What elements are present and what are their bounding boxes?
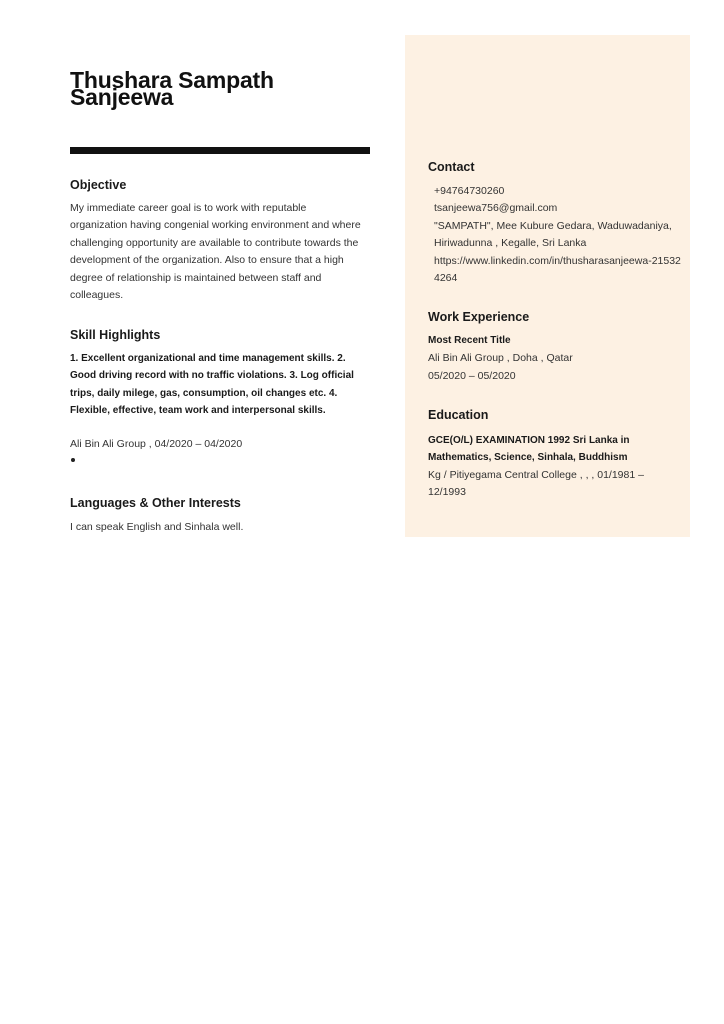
education-school: Kg / Pitiyegama Central College , , , 01/1981 – 12/1993 bbox=[428, 469, 644, 499]
work-company: Ali Bin Ali Group , Doha , Qatar bbox=[428, 352, 573, 364]
education-degree: GCE(O/L) EXAMINATION 1992 Sri Lanka in Mathematics, Science, Sinhala, Buddhism bbox=[428, 435, 630, 464]
work-dates: 05/2020 – 05/2020 bbox=[428, 370, 516, 382]
education-heading: Education bbox=[428, 408, 489, 422]
languages-text: I can speak English and Sinhala well. bbox=[70, 521, 244, 533]
languages-heading: Languages & Other Interests bbox=[70, 496, 241, 510]
skills-company-line: Ali Bin Ali Group , 04/2020 – 04/2020 bbox=[70, 438, 243, 450]
contact-phone: +94764730260 bbox=[434, 185, 505, 197]
bullet-point bbox=[71, 458, 75, 462]
work-heading: Work Experience bbox=[428, 310, 530, 324]
skills-text: 1. Excellent organizational and time management skills. 2. Good driving record with no traffic violations. 3. Log official trips, daily milege, gas, consumption, oil changes etc. 4. Flexible, effective, team work and interpersonal skills. bbox=[70, 353, 354, 417]
contact-email[interactable]: tsanjeewa756@gmail.com bbox=[434, 202, 558, 214]
contact-address: "SAMPATH", Mee Kubure Gedara, Waduwadaniya, Hiriwadunna , Kegalle, Sri Lanka bbox=[434, 220, 672, 250]
objective-heading: Objective bbox=[70, 178, 127, 192]
skills-heading: Skill Highlights bbox=[70, 328, 161, 342]
contact-linkedin-link[interactable]: https://www.linkedin.com/in/thusharasanjeewa-215324264 bbox=[434, 255, 681, 285]
objective-text: My immediate career goal is to work with reputable organization having congenial working environment and where challenging opportunity are available to contribute towards the development of the organization. Also to ensure that a high degree of relationship is maintained between staff and colleagues. bbox=[70, 202, 361, 302]
work-job-title: Most Recent Title bbox=[428, 335, 511, 346]
candidate-name: Thushara Sampath Sanjeewa bbox=[70, 67, 274, 110]
contact-heading: Contact bbox=[428, 160, 475, 174]
name-divider bbox=[70, 147, 370, 154]
